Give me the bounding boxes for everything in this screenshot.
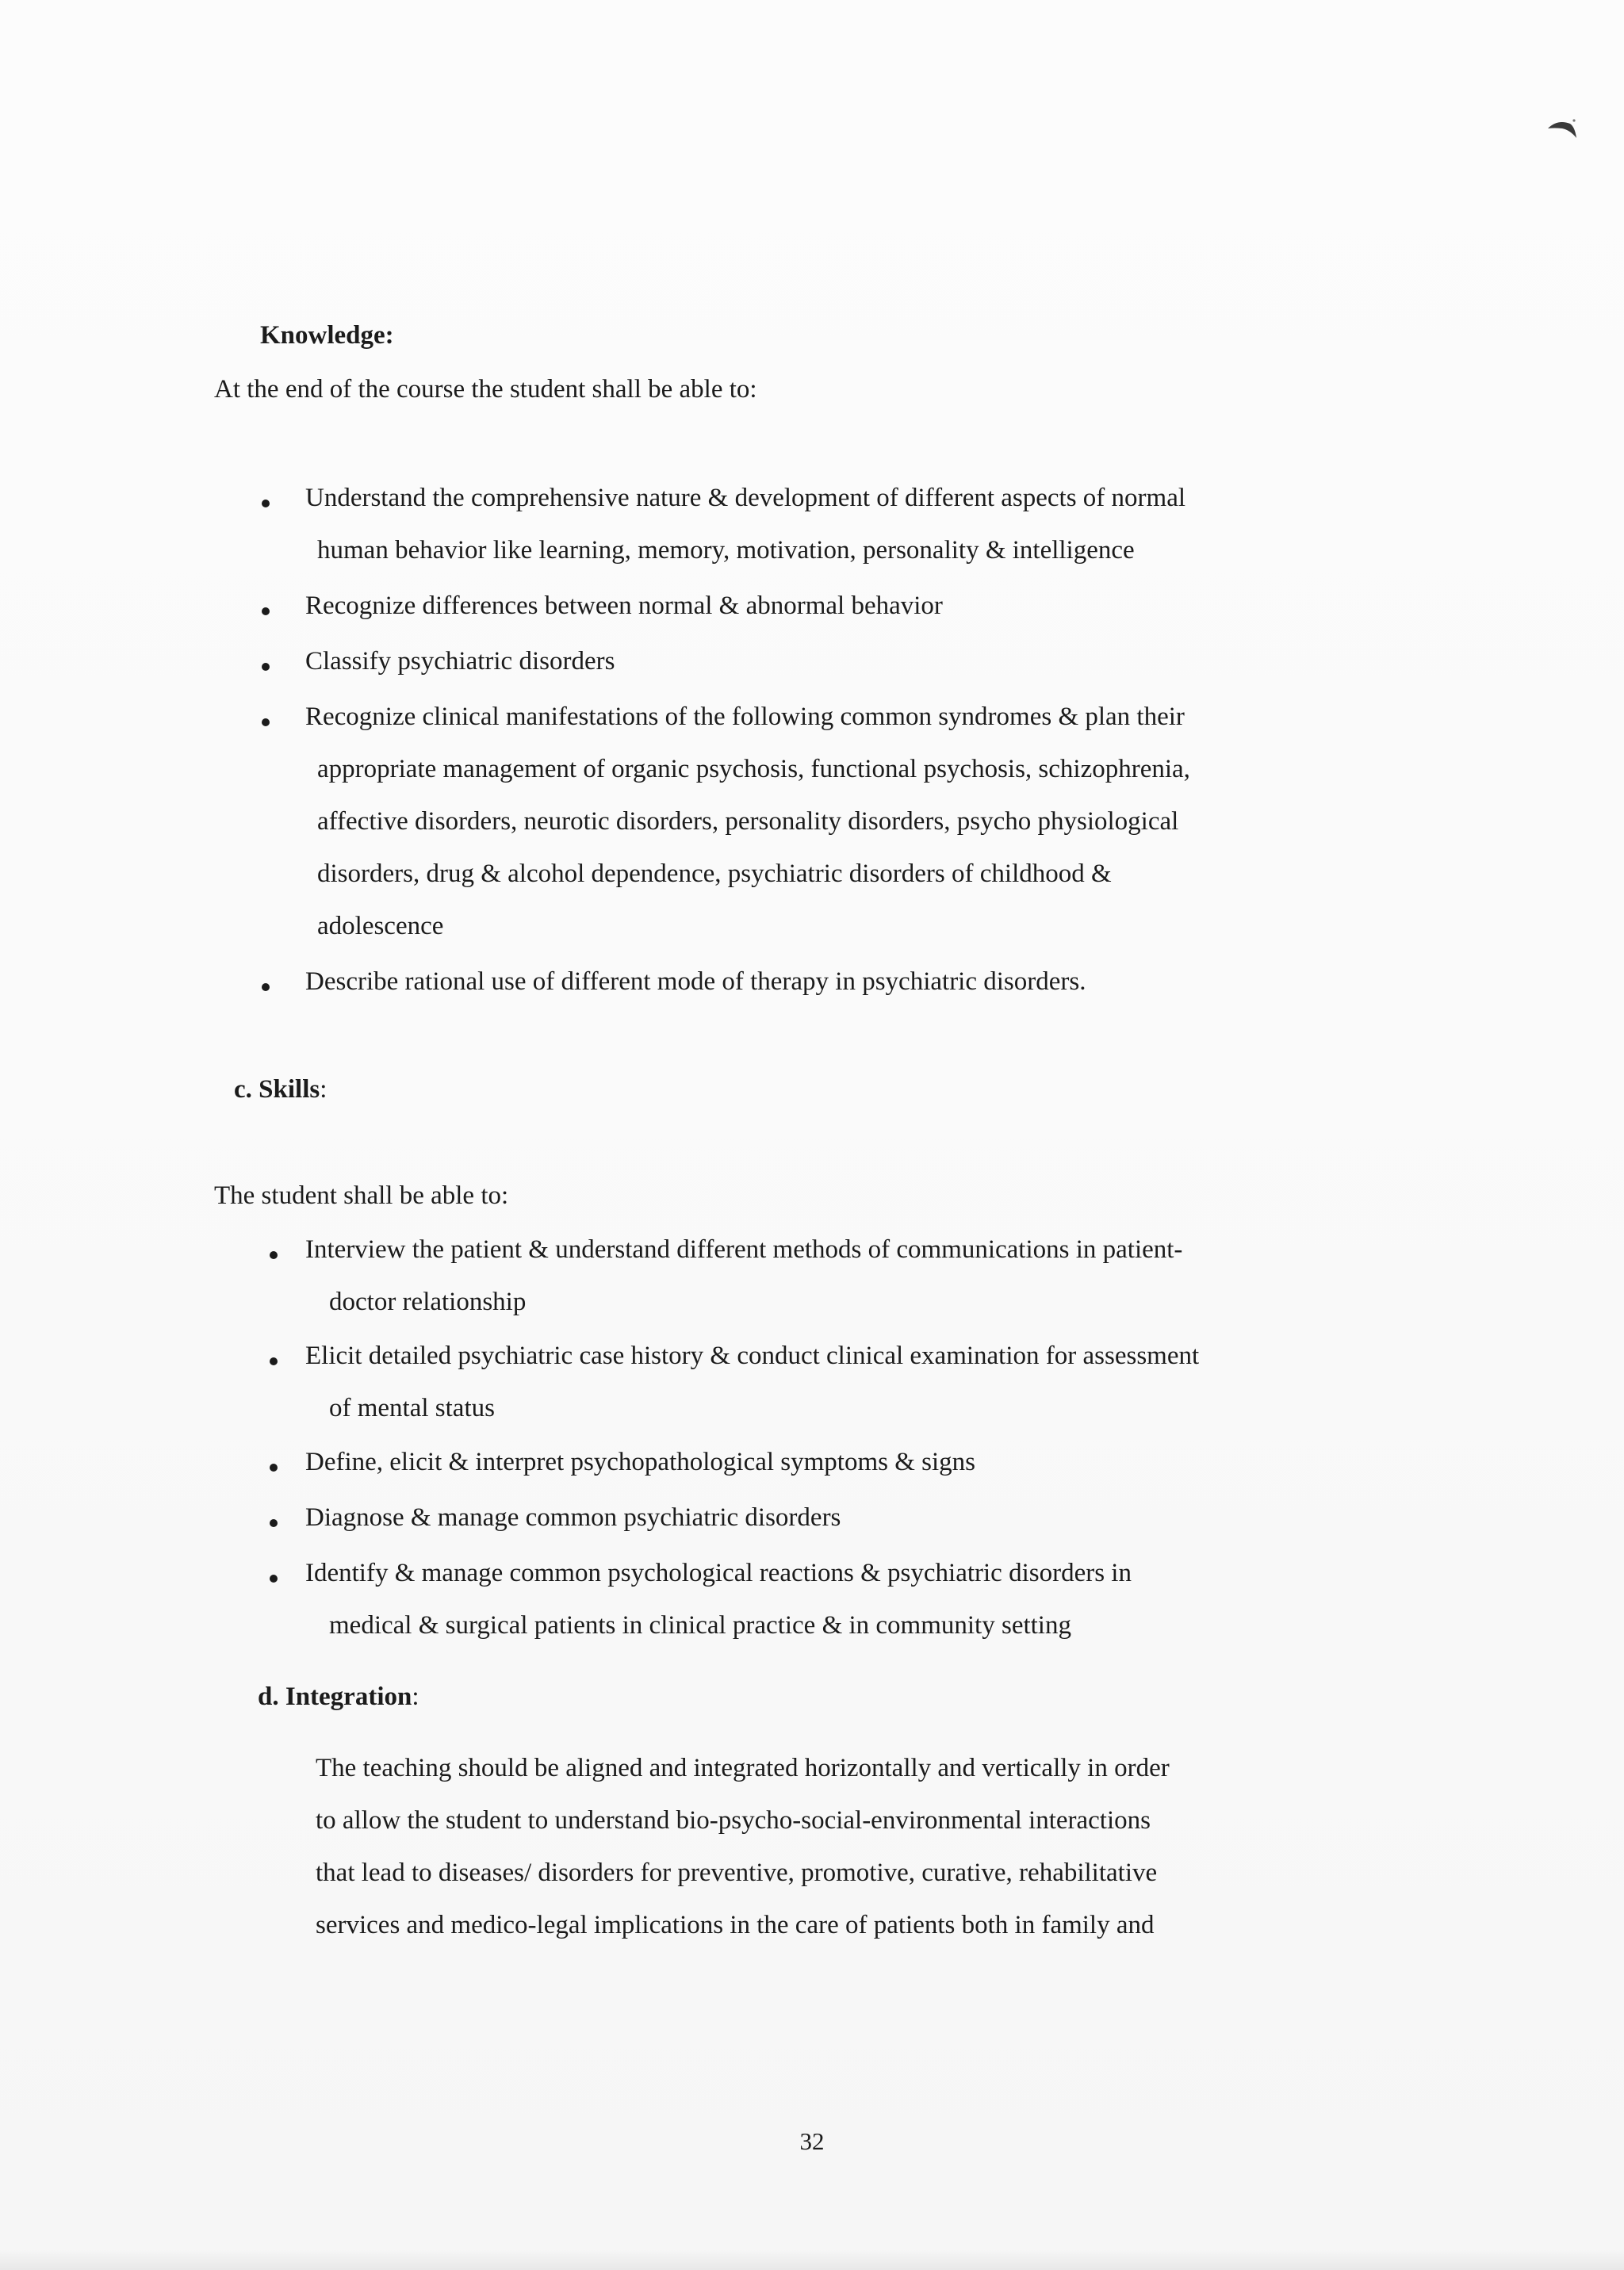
skills-heading-suffix: : [320,1075,327,1104]
skills-intro: The student shall be able to: [214,1181,509,1210]
integration-heading-suffix: : [412,1682,419,1711]
skills-item-2-line-2: of mental status [329,1394,495,1422]
integration-line-2: to allow the student to understand bio-psycho-social-environmental interactions [316,1806,1151,1835]
knowledge-item-4-line-3: affective disorders, neurotic disorders, personality disorders, psycho physiological [317,807,1179,836]
skills-heading [234,1075,327,1104]
page-bottom-shadow [0,2249,1624,2270]
integration-line-1: The teaching should be aligned and integrated horizontally and vertically in order [316,1754,1170,1782]
knowledge-item-1-line-2: human behavior like learning, memory, motivation, personality & intelligence [317,536,1135,565]
page-corner-mark [1546,117,1578,141]
integration-line-3: that lead to diseases/ disorders for preventive, promotive, curative, rehabilitative [316,1858,1158,1887]
bullet-icon [270,1357,278,1365]
skills-item-3: Define, elicit & interpret psychopathological symptoms & signs [305,1448,976,1476]
knowledge-item-3: Classify psychiatric disorders [305,647,615,676]
knowledge-item-5: Describe rational use of different mode of therapy in psychiatric disorders. [305,967,1086,996]
knowledge-item-2: Recognize differences between normal & abnormal behavior [305,591,943,620]
knowledge-item-4-line-4: disorders, drug & alcohol dependence, psychiatric disorders of childhood & [317,859,1112,888]
knowledge-heading: Knowledge: [260,321,394,350]
skills-heading-text: c. Skills [234,1075,320,1104]
page-number: 32 [799,2127,825,2155]
knowledge-item-4-line-2: appropriate management of organic psychosis, functional psychosis, schizophrenia, [317,755,1190,783]
skills-item-5-line-2: medical & surgical patients in clinical practice & in community setting [329,1611,1071,1640]
skills-item-1-line-2: doctor relationship [329,1288,527,1316]
integration-heading [258,1682,419,1712]
skills-item-2-line-1: Elicit detailed psychiatric case history & conduct clinical examination for assessment [305,1342,1200,1370]
bullet-icon [262,718,270,726]
bullet-icon [262,607,270,615]
knowledge-intro: At the end of the course the student shall be able to: [214,375,757,404]
knowledge-item-1-line-1: Understand the comprehensive nature & development of different aspects of normal [305,484,1186,512]
skills-item-1-line-1: Interview the patient & understand different methods of communications in patient- [305,1235,1183,1264]
skills-item-4: Diagnose & manage common psychiatric disorders [305,1503,841,1532]
bullet-icon [270,1464,278,1472]
bullet-icon [262,663,270,671]
bullet-icon [270,1251,278,1259]
knowledge-item-4-line-1: Recognize clinical manifestations of the following common syndromes & plan their [305,702,1185,731]
skills-item-5-line-1: Identify & manage common psychological reactions & psychiatric disorders in [305,1559,1132,1587]
bullet-icon [262,500,270,507]
bullet-icon [262,983,270,991]
bullet-icon [270,1519,278,1527]
integration-heading-text: d. Integration [258,1682,412,1711]
knowledge-item-4-line-5: adolescence [317,912,444,940]
integration-line-4: services and medico-legal implications in the care of patients both in family and [316,1911,1155,1939]
bullet-icon [270,1575,278,1583]
